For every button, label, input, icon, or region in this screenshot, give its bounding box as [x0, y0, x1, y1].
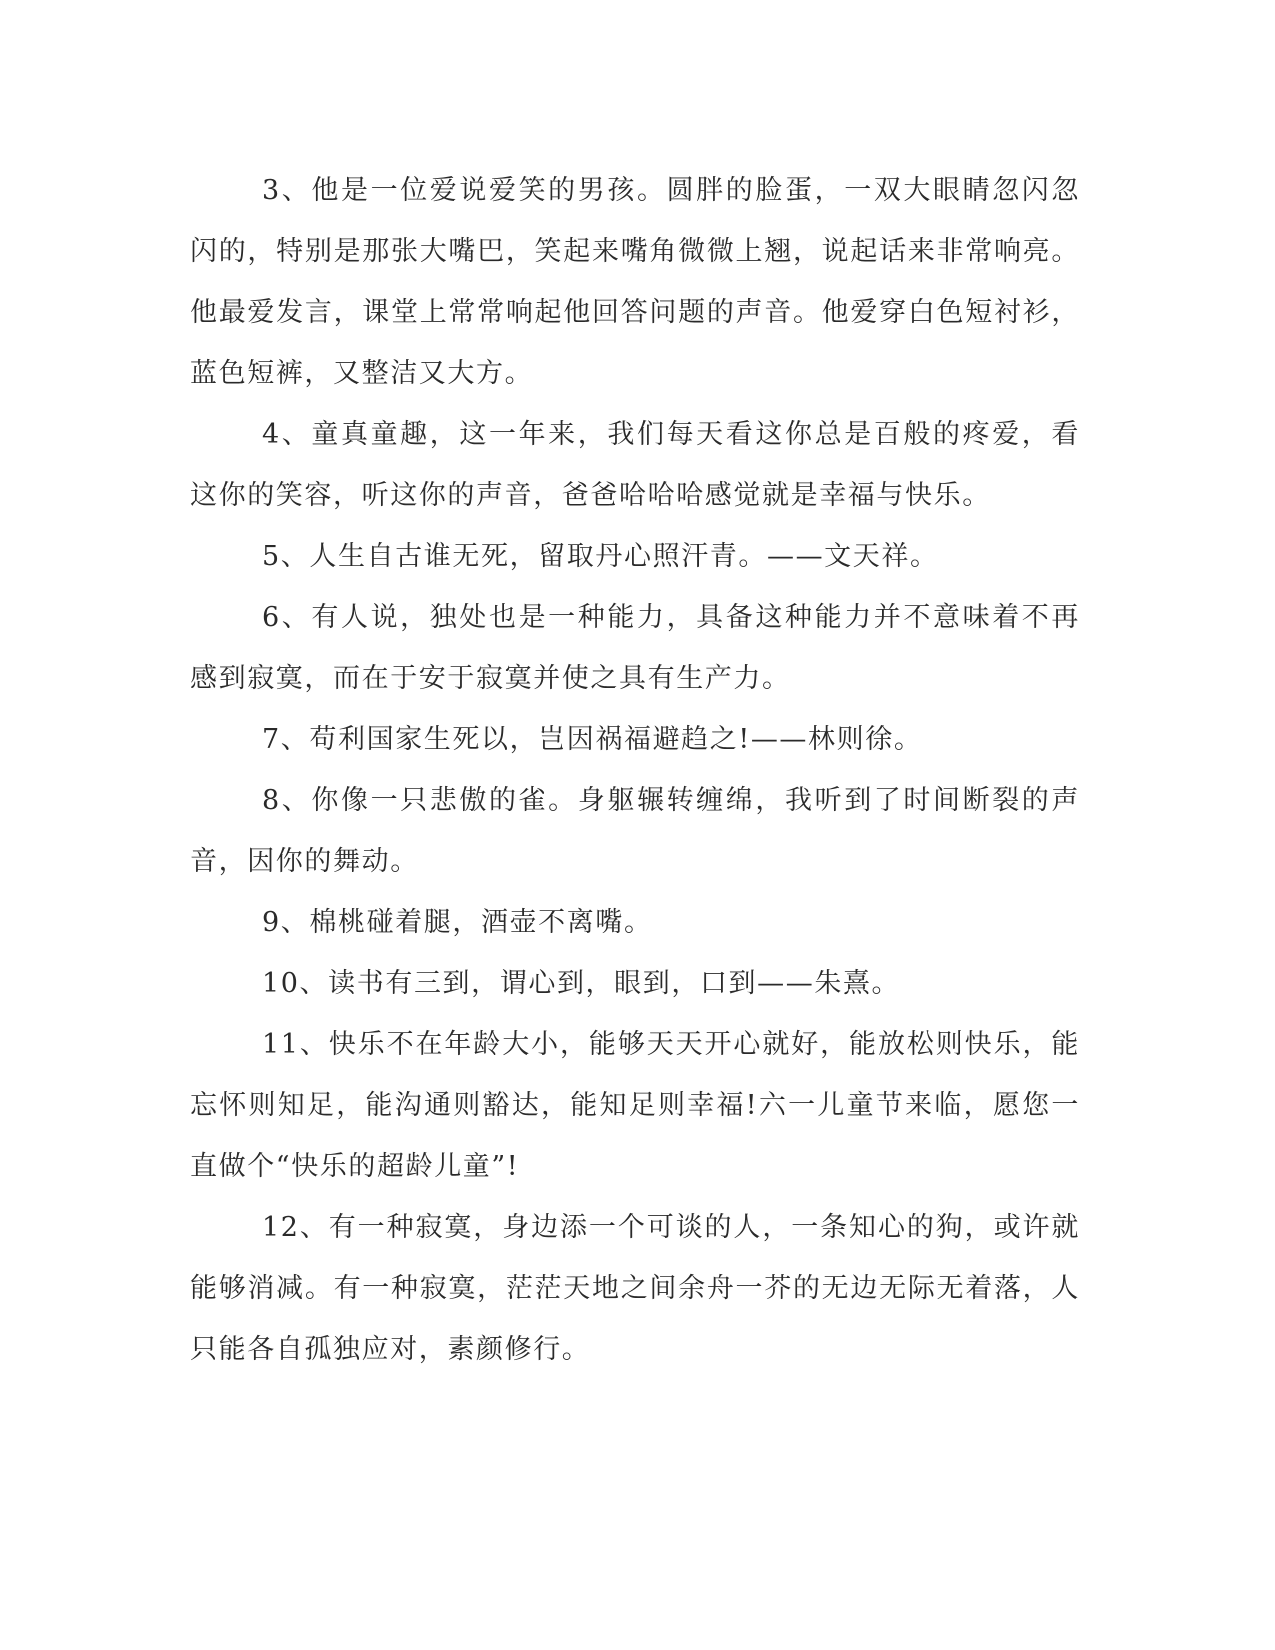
document-body: [190, 160, 1080, 1380]
paragraph-12: 12、有一种寂寞，身边添一个可谈的人，一条知心的狗，或许就能够消减。有一种寂寞，茫茫天地之间余舟一芥的无边无际无着落，人只能各自孤独应对，素颜修行。: [190, 1212, 1080, 1365]
paragraph-9: 9、棉桃碰着腿，酒壶不离嘴。: [262, 907, 653, 938]
paragraph-4: 4、童真童趣，这一年来，我们每天看这你总是百般的疼爱，看这你的笑容，听这你的声音，爸爸哈哈哈感觉就是幸福与快乐。: [190, 419, 1080, 511]
paragraph-6: 6、有人说，独处也是一种能力，具备这种能力并不意味着不再感到寂寞，而在于安于寂寞并使之具有生产力。: [190, 602, 1080, 694]
paragraph-8: 8、你像一只悲傲的雀。身躯辗转缠绵，我听到了时间断裂的声音，因你的舞动。: [190, 785, 1080, 877]
paragraph-3: 3、他是一位爱说爱笑的男孩。圆胖的脸蛋，一双大眼睛忽闪忽闪的，特别是那张大嘴巴，笑起来嘴角微微上翘，说起话来非常响亮。他最爱发言，课堂上常常响起他回答问题的声音。他爱穿白色短衬衫，蓝色短裤，又整洁又大方。: [190, 175, 1080, 389]
paragraph-7: 7、苟利国家生死以，岂因祸福避趋之!——林则徐。: [262, 724, 923, 755]
paragraph-5: 5、人生自古谁无死，留取丹心照汗青。——文天祥。: [262, 541, 939, 572]
paragraph-10: 10、读书有三到，谓心到，眼到，口到——朱熹。: [262, 968, 901, 999]
paragraph-11: 11、快乐不在年龄大小，能够天天开心就好，能放松则快乐，能忘怀则知足，能沟通则豁达，能知足则幸福!六一儿童节来临，愿您一直做个“快乐的超龄儿童”!: [190, 1029, 1080, 1182]
